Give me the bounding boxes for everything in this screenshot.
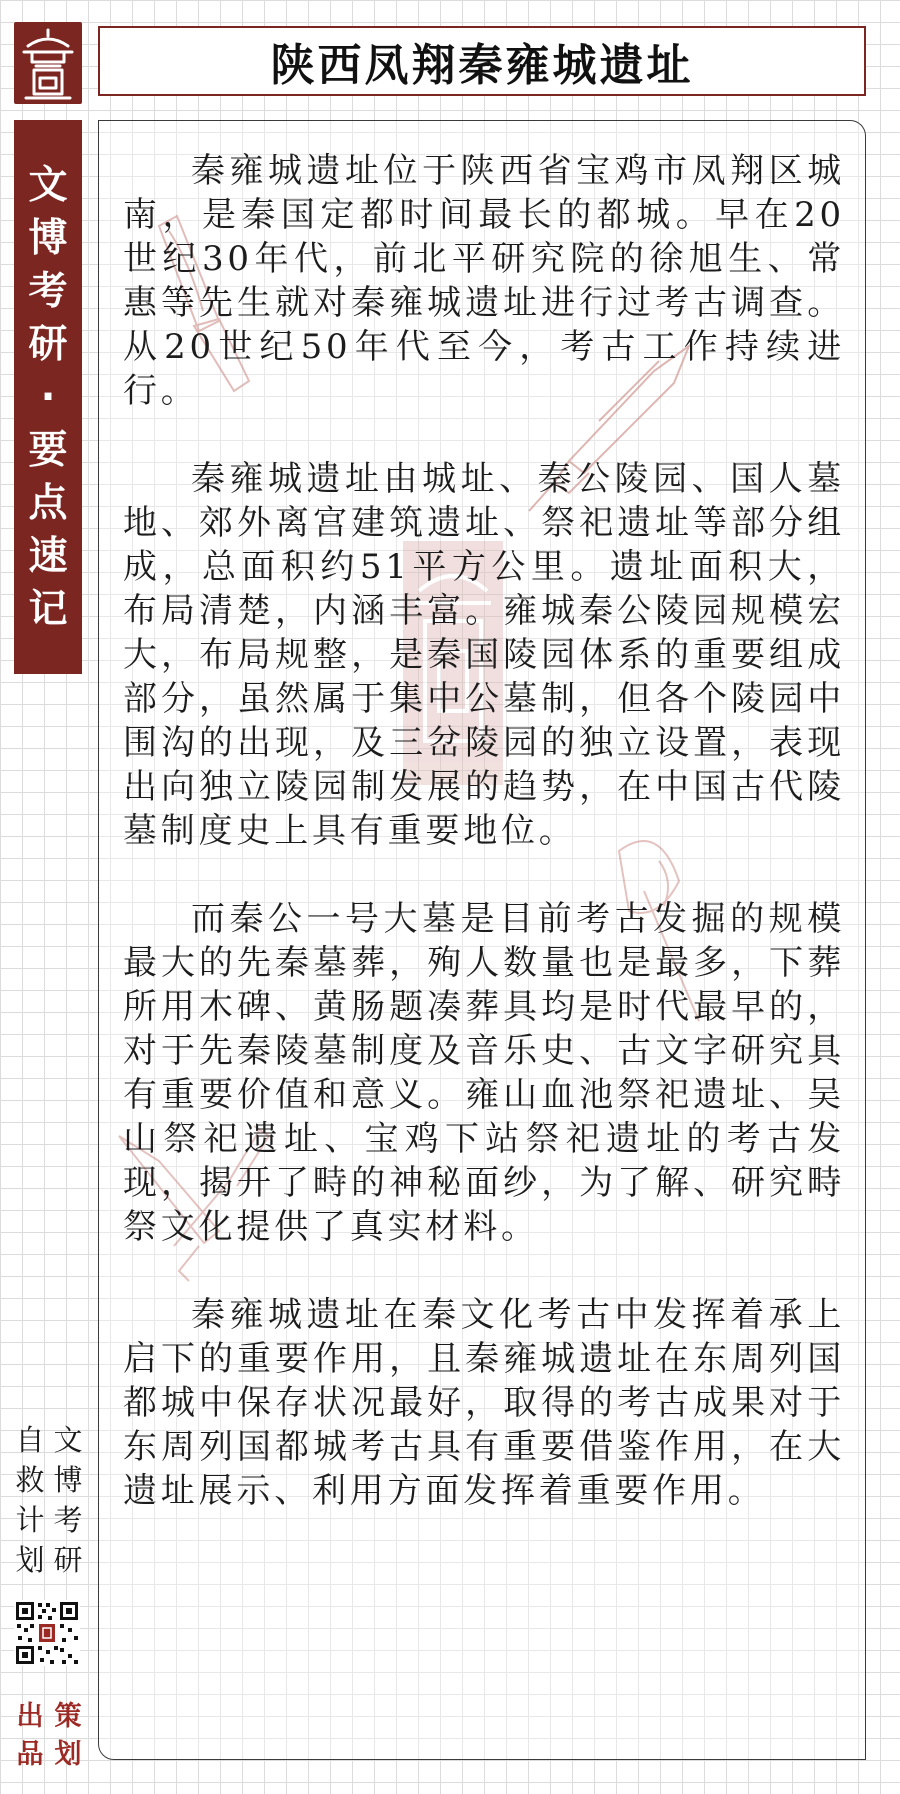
credit-column-program: 自救计划: [15, 1423, 45, 1577]
paragraph-1: 秦雍城遗址位于陕西省宝鸡市凤翔区城南，是秦国定都时间最长的都城。早在20世纪30年代，前北平研究院的徐旭生、常惠等先生就对秦雍城遗址进行过考古调查。从20世纪50年代至今，考古工作持续进行。: [123, 151, 845, 411]
side-banner: [14, 120, 82, 674]
side-banner-text: 文博考研·要点速记: [28, 162, 68, 632]
credit-column-publisher: 文博考研: [53, 1423, 83, 1577]
produced-label: 出品: [16, 1701, 44, 1770]
qr-code-icon: [14, 1600, 80, 1666]
credits: [10, 1420, 88, 1600]
pavilion-logo-icon: [14, 22, 82, 104]
paragraph-3: 而秦公一号大墓是目前考古发掘的规模最大的先秦墓葬，殉人数量也是最多，下葬所用木碑、黄肠题凑葬具均是时代最早的，对于先秦陵墓制度及音乐史、古文字研究具有重要价值和意义。雍山血池祭祀遗址、吴山祭祀遗址、宝鸡下站祭祀遗址的考古发现，揭开了畤的神秘面纱，为了解、研究畤祭文化提供了真实材料。: [123, 899, 845, 1247]
planning-label: 策划: [54, 1701, 82, 1770]
content-box: [98, 120, 866, 1760]
article-body: [123, 149, 845, 1557]
paragraph-4: 秦雍城遗址在秦文化考古中发挥着承上启下的重要作用，且秦雍城遗址在东周列国都城中保存状况最好，取得的考古成果对于东周列国都城考古具有重要借鉴作用，在大遗址展示、利用方面发挥着重要作用。: [123, 1295, 845, 1511]
brand-logo: [14, 22, 82, 104]
qr-code[interactable]: [14, 1600, 80, 1666]
page-title: 陕西凤翔秦雍城遗址: [270, 40, 694, 91]
production-credits: [10, 1698, 88, 1788]
title-bar: [98, 26, 866, 96]
paragraph-2: 秦雍城遗址由城址、秦公陵园、国人墓地、郊外离宫建筑遗址、祭祀遗址等部分组成，总面积约51平方公里。遗址面积大，布局清楚，内涵丰富。雍城秦公陵园规模宏大，布局规整，是秦国陵园体系的重要组成部分，虽然属于集中公墓制，但各个陵园中围沟的出现，及三岔陵园的独立设置，表现出向独立陵园制发展的趋势，在中国古代陵墓制度史上具有重要地位。: [123, 459, 845, 851]
